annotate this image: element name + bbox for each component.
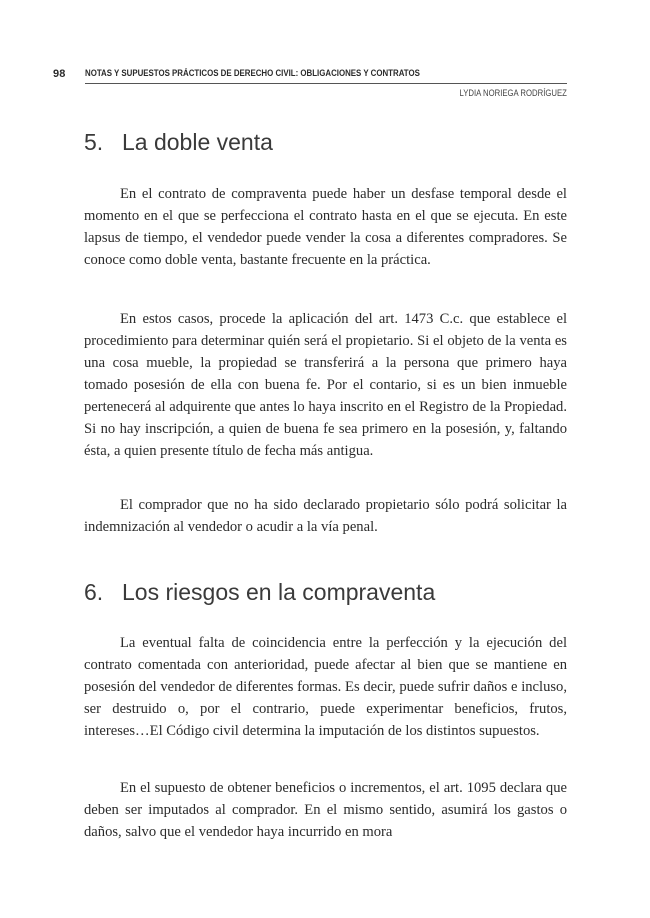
book-title: NOTAS Y SUPUESTOS PRÁCTICOS DE DERECHO CIVIL: OBLIGACIONES Y CONTRATOS [85,68,420,79]
section-heading-doble-venta [84,129,273,156]
section-title: La doble venta [122,129,273,155]
section-number: 6. [84,579,104,605]
section-title: Los riesgos en la compraventa [122,579,436,605]
section-number: 5. [84,129,104,155]
paragraph: En el contrato de compraventa puede haber un desfase temporal desde el momento en el que se perfecciona el contrato hasta en el que se ejecuta. En este lapsus de tiempo, el vendedor puede vender la cosa a diferentes compradores. Se conoce como doble venta, bastante frecuente en la práctica. [84,186,567,268]
header-rule [85,83,567,84]
page-number: 98 [53,68,66,80]
paragraph: En el supuesto de obtener beneficios o incrementos, el art. 1095 declara que deben ser imputados al comprador. En el mismo sentido, asumirá los gastos o daños, salvo que el vendedor haya incurrido en mora [84,780,567,840]
section-heading-riesgos [84,579,435,606]
author-name: LYDIA NORIEGA RODRÍGUEZ [459,88,567,98]
paragraph: La eventual falta de coincidencia entre la perfección y la ejecución del contrato comentada con anterioridad, puede afectar al bien que se mantiene en posesión del vendedor de diferentes formas. Es decir, puede sufrir daños e incluso, ser destruido o, por el contrario, puede experimentar beneficios, frutos, intereses…El Código civil determina la imputación de los distintos supuestos. [84,635,567,739]
paragraph: En estos casos, procede la aplicación del art. 1473 C.c. que establece el procedimiento para determinar quién será el propietario. Si el objeto de la venta es una cosa mueble, la propiedad se transferirá a la persona que primero haya tomado posesión de ella con buena fe. Por el contario, si es un bien inmueble pertenecerá al adquirente que antes lo haya inscrito en el Registro de la Propiedad. Si no hay inscripción, a quien de buena fe sea primero en la posesión, y, faltando ésta, a quien presente título de fecha más antigua. [84,311,567,459]
paragraph: El comprador que no ha sido declarado propietario sólo podrá solicitar la indemnización al vendedor o acudir a la vía penal. [84,497,567,535]
